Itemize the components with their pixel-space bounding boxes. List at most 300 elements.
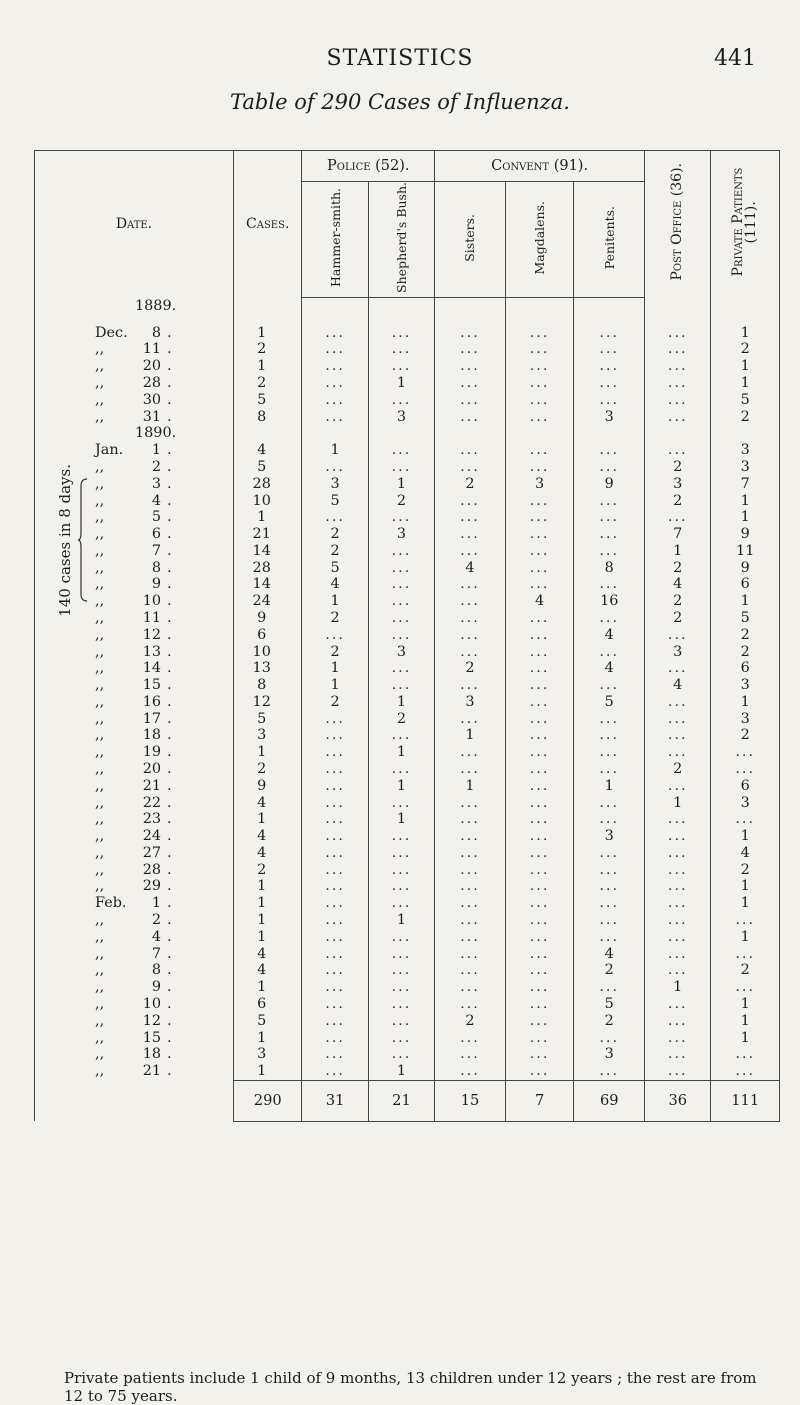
total-hammersmith: 31 (302, 1080, 368, 1121)
hammersmith-cell: ... (302, 811, 368, 828)
empty-cell (368, 297, 434, 314)
month-label: ,, (95, 794, 105, 811)
penitents-cell: ... (574, 576, 645, 593)
shepherds-bush-cell: ... (368, 946, 434, 963)
header-private-patients: Private Patients (111). (711, 151, 780, 298)
shepherds-bush-cell: ... (368, 660, 434, 677)
post-office-cell: ... (645, 375, 711, 392)
year-row (35, 425, 780, 442)
hammersmith-cell: ... (302, 392, 368, 409)
table-row (35, 576, 780, 593)
month-label: ,, (95, 962, 105, 979)
leader-dot: . (167, 358, 172, 375)
shepherds-bush-cell: ... (368, 727, 434, 744)
magdalens-cell: ... (505, 1063, 574, 1080)
day-label: 31 (142, 408, 161, 425)
hammersmith-cell: 2 (302, 610, 368, 627)
magdalens-cell: ... (505, 459, 574, 476)
private-patients-cell: 1 (711, 315, 780, 342)
total-magdalens: 7 (505, 1080, 574, 1121)
month-label: ,, (95, 1012, 105, 1029)
private-patients-cell: ... (711, 946, 780, 963)
cases-cell: 4 (233, 795, 302, 812)
month-label: ,, (95, 710, 105, 727)
penitents-cell: ... (574, 761, 645, 778)
penitents-cell: ... (574, 526, 645, 543)
penitents-cell: 3 (574, 409, 645, 426)
influenza-table (34, 150, 780, 1122)
hammersmith-cell: 5 (302, 560, 368, 577)
magdalens-cell: ... (505, 946, 574, 963)
shepherds-bush-cell: ... (368, 996, 434, 1013)
month-label: ,, (95, 811, 105, 828)
private-patients-cell: 1 (711, 694, 780, 711)
private-patients-cell: 5 (711, 392, 780, 409)
hammersmith-cell: ... (302, 828, 368, 845)
day-label: 1 (151, 895, 161, 912)
table-row (35, 459, 780, 476)
hammersmith-cell: ... (302, 929, 368, 946)
hammersmith-cell: ... (302, 862, 368, 879)
penitents-cell: ... (574, 795, 645, 812)
day-label: 30 (142, 391, 161, 408)
date-cell (35, 409, 234, 426)
cases-cell: 1 (233, 929, 302, 946)
month-label: ,, (95, 945, 105, 962)
private-patients-cell: 6 (711, 576, 780, 593)
day-label: 27 (142, 844, 161, 861)
hammersmith-cell: 3 (302, 476, 368, 493)
private-patients-cell: 2 (711, 962, 780, 979)
penitents-cell: 9 (574, 476, 645, 493)
date-cell (35, 358, 234, 375)
shepherds-bush-cell: ... (368, 895, 434, 912)
leader-dot: . (167, 744, 172, 761)
day-label: 10 (142, 995, 161, 1012)
sisters-cell: ... (435, 442, 506, 459)
cases-cell: 6 (233, 996, 302, 1013)
sisters-cell: ... (435, 962, 506, 979)
table-row (35, 392, 780, 409)
table-row (35, 644, 780, 661)
sisters-cell: ... (435, 795, 506, 812)
private-patients-cell: ... (711, 979, 780, 996)
hammersmith-cell: ... (302, 946, 368, 963)
sisters-cell: 2 (435, 1013, 506, 1030)
sisters-cell: ... (435, 593, 506, 610)
cases-cell: 2 (233, 761, 302, 778)
date-cell (35, 694, 234, 711)
shepherds-bush-cell: 1 (368, 694, 434, 711)
shepherds-bush-cell: 1 (368, 375, 434, 392)
month-label: ,, (95, 509, 105, 526)
penitents-cell: 3 (574, 1046, 645, 1063)
empty-cell (645, 425, 711, 442)
date-cell (35, 1030, 234, 1047)
day-label: 28 (142, 375, 161, 392)
month-label: ,, (95, 391, 105, 408)
post-office-cell: ... (645, 341, 711, 358)
sisters-cell: ... (435, 979, 506, 996)
shepherds-bush-cell: ... (368, 543, 434, 560)
table-caption: Table of 290 Cases of Influenza. (230, 90, 570, 114)
date-cell (35, 946, 234, 963)
cases-cell: 14 (233, 576, 302, 593)
leader-dot: . (167, 391, 172, 408)
table-row (35, 315, 780, 342)
empty-cell (435, 297, 506, 314)
month-label: ,, (95, 660, 105, 677)
hammersmith-cell: ... (302, 509, 368, 526)
penitents-cell: ... (574, 895, 645, 912)
day-label: 12 (142, 1012, 161, 1029)
private-patients-cell: 3 (711, 677, 780, 694)
table-row (35, 526, 780, 543)
month-label: ,, (95, 979, 105, 996)
day-label: 9 (151, 576, 161, 593)
post-office-cell: 2 (645, 560, 711, 577)
shepherds-bush-cell: ... (368, 560, 434, 577)
sisters-cell: 2 (435, 660, 506, 677)
leader-dot: . (167, 878, 172, 895)
private-patients-cell: 1 (711, 1030, 780, 1047)
month-label: ,, (95, 1063, 105, 1080)
empty-cell (574, 425, 645, 442)
leader-dot: . (167, 979, 172, 996)
sisters-cell: ... (435, 828, 506, 845)
empty-cell (233, 425, 302, 442)
date-cell (35, 711, 234, 728)
post-office-cell: ... (645, 862, 711, 879)
post-office-cell: ... (645, 778, 711, 795)
sisters-cell: ... (435, 644, 506, 661)
post-office-cell: 1 (645, 543, 711, 560)
magdalens-cell: ... (505, 778, 574, 795)
header-sisters: Sisters. (435, 182, 506, 298)
shepherds-bush-cell: ... (368, 442, 434, 459)
hammersmith-cell: ... (302, 409, 368, 426)
day-label: 16 (142, 693, 161, 710)
cases-cell: 1 (233, 358, 302, 375)
magdalens-cell: ... (505, 711, 574, 728)
post-office-cell: 3 (645, 476, 711, 493)
table-row (35, 845, 780, 862)
private-patients-cell: 4 (711, 845, 780, 862)
post-office-cell: ... (645, 711, 711, 728)
leader-dot: . (167, 458, 172, 475)
sisters-cell: ... (435, 341, 506, 358)
bracket-icon (78, 478, 88, 602)
private-patients-cell: 9 (711, 560, 780, 577)
shepherds-bush-cell: ... (368, 1013, 434, 1030)
day-label: 4 (151, 928, 161, 945)
table-row (35, 912, 780, 929)
hammersmith-cell: ... (302, 459, 368, 476)
empty-cell (302, 297, 368, 314)
leader-dot: . (167, 844, 172, 861)
shepherds-bush-cell: ... (368, 962, 434, 979)
private-patients-cell: 1 (711, 593, 780, 610)
penitents-cell: ... (574, 811, 645, 828)
cases-cell: 2 (233, 341, 302, 358)
penitents-cell: ... (574, 727, 645, 744)
post-office-cell: 4 (645, 677, 711, 694)
private-patients-cell: ... (711, 912, 780, 929)
hammersmith-cell: ... (302, 761, 368, 778)
leader-dot: . (167, 895, 172, 912)
magdalens-cell: ... (505, 996, 574, 1013)
month-label: ,, (95, 576, 105, 593)
day-label: 11 (142, 609, 161, 626)
cases-cell: 1 (233, 509, 302, 526)
date-cell (35, 315, 234, 342)
private-patients-cell: 6 (711, 778, 780, 795)
month-label: ,, (95, 727, 105, 744)
empty-cell (435, 425, 506, 442)
post-office-cell: ... (645, 912, 711, 929)
post-office-cell: ... (645, 895, 711, 912)
penitents-cell: 4 (574, 946, 645, 963)
private-patients-cell: ... (711, 1063, 780, 1080)
cases-cell: 3 (233, 727, 302, 744)
shepherds-bush-cell: ... (368, 979, 434, 996)
magdalens-cell: ... (505, 727, 574, 744)
hammersmith-cell: ... (302, 1046, 368, 1063)
total-penitents: 69 (574, 1080, 645, 1121)
magdalens-cell: ... (505, 610, 574, 627)
empty-cell (233, 297, 302, 314)
hammersmith-cell: 1 (302, 593, 368, 610)
leader-dot: . (167, 341, 172, 358)
leader-dot: . (167, 945, 172, 962)
hammersmith-cell: ... (302, 341, 368, 358)
leader-dot: . (167, 928, 172, 945)
shepherds-bush-cell: ... (368, 610, 434, 627)
shepherds-bush-cell: ... (368, 341, 434, 358)
cases-cell: 10 (233, 644, 302, 661)
post-office-cell: ... (645, 392, 711, 409)
cases-cell: 1 (233, 979, 302, 996)
table-row (35, 627, 780, 644)
day-label: 8 (151, 324, 161, 341)
table-row (35, 375, 780, 392)
leader-dot: . (167, 609, 172, 626)
cases-cell: 5 (233, 711, 302, 728)
penitents-cell: ... (574, 1030, 645, 1047)
cases-cell: 28 (233, 476, 302, 493)
leader-dot: . (167, 995, 172, 1012)
penitents-cell: ... (574, 392, 645, 409)
leader-dot: . (167, 626, 172, 643)
penitents-cell: ... (574, 677, 645, 694)
day-label: 4 (151, 492, 161, 509)
day-label: 8 (151, 559, 161, 576)
hammersmith-cell: ... (302, 727, 368, 744)
cases-cell: 24 (233, 593, 302, 610)
private-patients-cell: 11 (711, 543, 780, 560)
shepherds-bush-cell: 3 (368, 526, 434, 543)
date-cell (35, 1013, 234, 1030)
date-cell (35, 912, 234, 929)
penitents-cell: 8 (574, 560, 645, 577)
table-row (35, 996, 780, 1013)
month-label: ,, (95, 408, 105, 425)
leader-dot: . (167, 660, 172, 677)
empty-cell (574, 297, 645, 314)
day-label: 2 (151, 458, 161, 475)
day-label: 8 (151, 962, 161, 979)
magdalens-cell: ... (505, 493, 574, 510)
magdalens-cell: ... (505, 627, 574, 644)
penitents-cell: 4 (574, 660, 645, 677)
date-cell (35, 996, 234, 1013)
cases-cell: 5 (233, 1013, 302, 1030)
header-shepherds-bush: Shepherd's Bush. (368, 182, 434, 298)
date-cell (35, 727, 234, 744)
post-office-cell: 1 (645, 795, 711, 812)
leader-dot: . (167, 761, 172, 778)
table-row (35, 409, 780, 426)
post-office-cell: ... (645, 509, 711, 526)
table-row (35, 862, 780, 879)
post-office-cell: ... (645, 996, 711, 1013)
day-label: 7 (151, 542, 161, 559)
day-label: 11 (142, 341, 161, 358)
month-label: ,, (95, 358, 105, 375)
table-row (35, 358, 780, 375)
post-office-cell: 2 (645, 493, 711, 510)
month-label: ,, (95, 995, 105, 1012)
day-label: 18 (142, 1046, 161, 1063)
day-label: 2 (151, 912, 161, 929)
penitents-cell: ... (574, 610, 645, 627)
post-office-cell: ... (645, 962, 711, 979)
shepherds-bush-cell: ... (368, 576, 434, 593)
table-row (35, 744, 780, 761)
penitents-cell: ... (574, 744, 645, 761)
date-cell (35, 962, 234, 979)
month-label: ,, (95, 777, 105, 794)
leader-dot: . (167, 677, 172, 694)
date-cell (35, 627, 234, 644)
leader-dot: . (167, 794, 172, 811)
table-row (35, 543, 780, 560)
day-label: 20 (142, 358, 161, 375)
penitents-cell: 5 (574, 694, 645, 711)
date-cell (35, 644, 234, 661)
date-cell (35, 392, 234, 409)
day-label: 9 (151, 979, 161, 996)
day-label: 19 (142, 744, 161, 761)
hammersmith-cell: ... (302, 358, 368, 375)
magdalens-cell: ... (505, 912, 574, 929)
private-patients-cell: 2 (711, 341, 780, 358)
empty-cell (711, 425, 780, 442)
shepherds-bush-cell: ... (368, 862, 434, 879)
month-label: Feb. (95, 895, 127, 912)
total-cases: 290 (233, 1080, 302, 1121)
sisters-cell: ... (435, 711, 506, 728)
month-label: ,, (95, 492, 105, 509)
post-office-cell: ... (645, 811, 711, 828)
private-patients-cell: 1 (711, 493, 780, 510)
hammersmith-cell: ... (302, 895, 368, 912)
magdalens-cell: ... (505, 795, 574, 812)
sisters-cell: ... (435, 409, 506, 426)
shepherds-bush-cell: 1 (368, 476, 434, 493)
magdalens-cell: 4 (505, 593, 574, 610)
private-patients-cell: 1 (711, 878, 780, 895)
magdalens-cell: ... (505, 878, 574, 895)
day-label: 20 (142, 761, 161, 778)
cases-cell: 8 (233, 677, 302, 694)
header-magdalens: Magdalens. (505, 182, 574, 298)
private-patients-cell: 3 (711, 442, 780, 459)
sisters-cell: ... (435, 543, 506, 560)
cases-cell: 1 (233, 744, 302, 761)
cases-cell: 28 (233, 560, 302, 577)
cases-cell: 4 (233, 946, 302, 963)
magdalens-cell: ... (505, 660, 574, 677)
empty-cell (368, 425, 434, 442)
sisters-cell: ... (435, 677, 506, 694)
sisters-cell: ... (435, 811, 506, 828)
private-patients-cell: 3 (711, 711, 780, 728)
shepherds-bush-cell: ... (368, 358, 434, 375)
month-label: ,, (95, 744, 105, 761)
cases-cell: 10 (233, 493, 302, 510)
month-label: ,, (95, 643, 105, 660)
post-office-cell: 2 (645, 761, 711, 778)
date-cell (35, 677, 234, 694)
magdalens-cell: 3 (505, 476, 574, 493)
table-row (35, 560, 780, 577)
header-date: Date. (35, 151, 234, 298)
shepherds-bush-cell: ... (368, 1046, 434, 1063)
total-shepherds-bush: 21 (368, 1080, 434, 1121)
hammersmith-cell: ... (302, 375, 368, 392)
table-row (35, 341, 780, 358)
private-patients-cell: 1 (711, 1013, 780, 1030)
day-label: 24 (142, 828, 161, 845)
month-label: ,, (95, 609, 105, 626)
date-cell (35, 929, 234, 946)
hammersmith-cell: ... (302, 912, 368, 929)
day-label: 18 (142, 727, 161, 744)
leader-dot: . (167, 375, 172, 392)
private-patients-cell: ... (711, 811, 780, 828)
hammersmith-cell: ... (302, 1030, 368, 1047)
penitents-cell: 5 (574, 996, 645, 1013)
penitents-cell: ... (574, 442, 645, 459)
month-label: ,, (95, 1029, 105, 1046)
private-patients-cell: 1 (711, 358, 780, 375)
table-body (35, 297, 780, 1080)
leader-dot: . (167, 492, 172, 509)
running-head (0, 46, 800, 78)
penitents-cell: ... (574, 912, 645, 929)
empty-cell (302, 425, 368, 442)
penitents-cell: 2 (574, 1013, 645, 1030)
penitents-cell: ... (574, 358, 645, 375)
cases-cell: 1 (233, 895, 302, 912)
header-police: Police (52). (302, 151, 435, 182)
total-private-patients: 111 (711, 1080, 780, 1121)
month-label: ,, (95, 526, 105, 543)
magdalens-cell: ... (505, 526, 574, 543)
penitents-cell: ... (574, 459, 645, 476)
leader-dot: . (167, 912, 172, 929)
